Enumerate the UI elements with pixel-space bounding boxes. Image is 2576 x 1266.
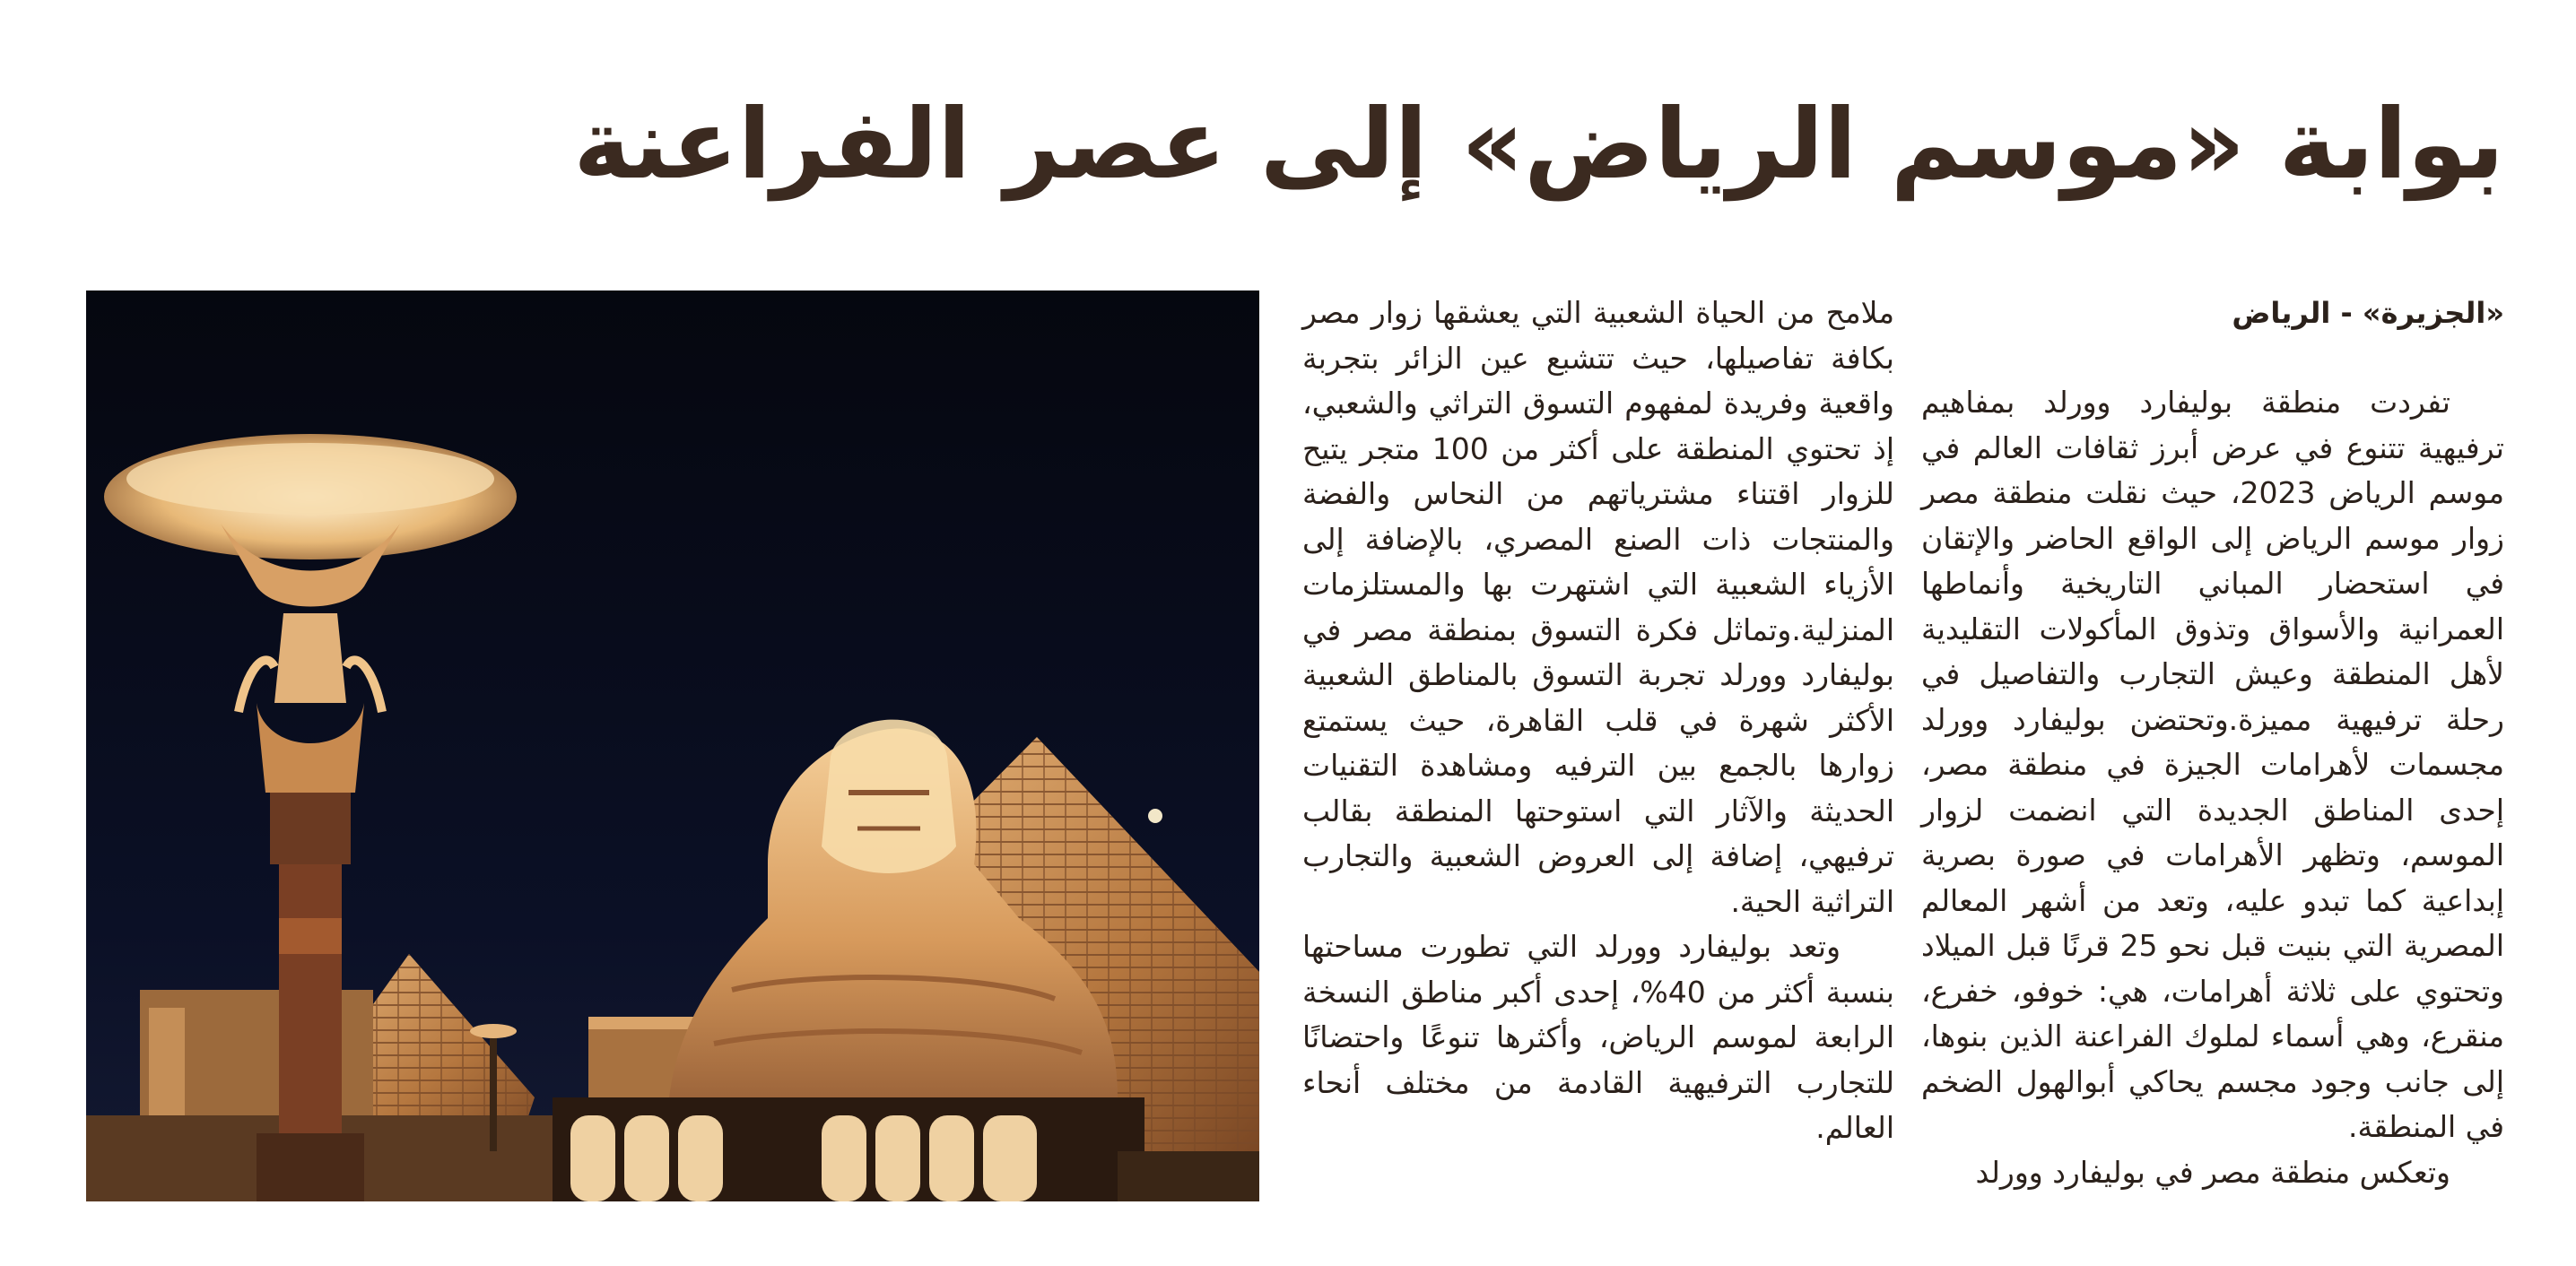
- paragraph: تفردت منطقة بوليفارد وورلد بمفاهيم ترفيهية تتنوع في عرض أبرز ثقافات العالم في موسم الرياض 2023، حيث نقلت منطقة مصر زوار موسم الرياض إلى الواقع الحاضر والإتقان في استحضار المباني التاريخية وأنماطها العمرانية والأسواق وتذوق المأكولات التقليدية لأهل المنطقة وعيش التجارب والتفاصيل في رحلة ترفيهية مميزة.وتحتضن بوليفارد وورلد مجسمات لأهرامات الجيزة في منطقة مصر، إحدى المناطق الجديدة التي انضمت لزوار الموسم، وتظهر الأهرامات في صورة بصرية إبداعية كما تبدو عليه، وتعد من أشهر المعالم المصرية التي بنيت قبل نحو 25 قرنًا قبل الميلاد وتحتوي على ثلاثة أهرامات، هي: خوفو، خفرع، منقرع، وهي أسماء لملوك الفراعنة الذين بنوها، إلى جانب وجود مجسم يحاكي أبوالهول الضخم في المنطقة.: [1921, 385, 2505, 1144]
- paragraph: وتعكس منطقة مصر في بوليفارد وورلد: [1975, 1154, 2450, 1190]
- article-column-left: [1302, 290, 1894, 1151]
- paragraph: وتعد بوليفارد وورلد التي تطورت مساحتها بنسبة أكثر من 40%، إحدى أكبر مناطق النسخة الرابعة لموسم الرياض، وأكثرها تنوعًا واحتضانًا للتجارب الترفيهية القادمة من مختلف أنحاء العالم.: [1302, 929, 1894, 1145]
- byline: «الجزيرة» - الرياض: [2232, 296, 2504, 330]
- article-column-right: [1921, 290, 2504, 1195]
- paragraph: ملامح من الحياة الشعبية التي يعشقها زوار مصر بكافة تفاصيلها، حيث تتشبع عين الزائر بتجربة واقعية وفريدة لمفهوم التسوق التراثي والشعبي، إذ تحتوي المنطقة على أكثر من 100 متجر يتيح للزوار اقتناء مشترياتهم من النحاس والفضة والمنتجات ذات الصنع المصري، بالإضافة إلى الأزياء الشعبية التي اشتهرت بها والمستلزمات المنزلية.وتماثل فكرة التسوق بمنطقة مصر في بوليفارد وورلد تجربة التسوق بالمناطق الشعبية الأكثر شهرة في قلب القاهرة، حيث يستمتع زوارها بالجمع بين الترفيه ومشاهدة التقنيات الحديثة والآثار التي استوحتها المنطقة بقالب ترفيهي، إضافة إلى العروض الشعبية والتجارب التراثية الحية.: [1302, 295, 1894, 919]
- article-photo: [86, 290, 1259, 1201]
- headline: بوابة «موسم الرياض» إلى عصر الفراعنة: [573, 89, 2504, 201]
